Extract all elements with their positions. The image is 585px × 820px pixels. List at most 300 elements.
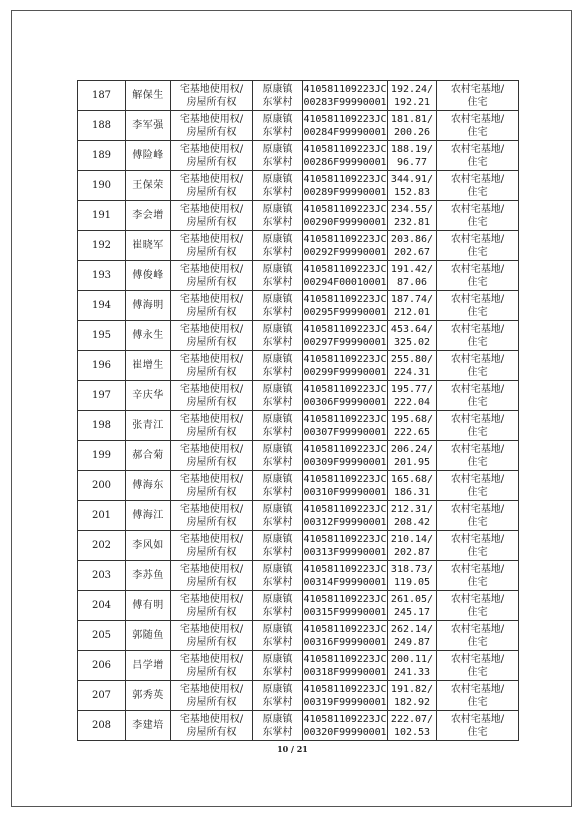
- area-cell: [388, 711, 437, 741]
- owner-name-cell: 郭秀英: [126, 681, 171, 711]
- owner-name-cell: 崔增生: [126, 351, 171, 381]
- area-cell-line: 222.07/: [390, 713, 434, 725]
- right-type-cell-line: 宅基地使用权/: [179, 443, 244, 455]
- table-row: [78, 621, 519, 651]
- area-cell-line: 186.31: [393, 486, 431, 498]
- area-cell-line: 200.26: [393, 126, 431, 138]
- table-row: [78, 651, 519, 681]
- land-use-cell-line: 农村宅基地/: [450, 353, 505, 365]
- land-use-cell-line: 住宅: [467, 336, 488, 348]
- unit-code-cell: [303, 171, 388, 201]
- right-type-cell-line: 房屋所有权: [186, 96, 237, 108]
- owner-name-cell: 辛庆华: [126, 381, 171, 411]
- unit-code-cell: [303, 381, 388, 411]
- land-use-cell-line: 农村宅基地/: [450, 623, 505, 635]
- location-cell: [253, 381, 303, 411]
- table-row: [78, 471, 519, 501]
- unit-code-cell: [303, 201, 388, 231]
- unit-code-cell-line: 00318F99990001: [303, 666, 387, 678]
- right-type-cell-line: 宅基地使用权/: [179, 473, 244, 485]
- location-cell-line: 原康镇: [262, 353, 293, 365]
- owner-name-cell: 傅海东: [126, 471, 171, 501]
- table-row: [78, 351, 519, 381]
- unit-code-cell: [303, 291, 388, 321]
- owner-name-cell: 李建培: [126, 711, 171, 741]
- land-use-cell: [437, 201, 519, 231]
- right-type-cell-line: 宅基地使用权/: [179, 173, 244, 185]
- land-use-cell: [437, 621, 519, 651]
- right-type-cell-line: 房屋所有权: [186, 306, 237, 318]
- right-type-cell-line: 宅基地使用权/: [179, 653, 244, 665]
- land-use-cell-line: 住宅: [467, 306, 488, 318]
- area-cell-line: 255.80/: [390, 353, 434, 365]
- right-type-cell: [171, 141, 253, 171]
- unit-code-cell-line: 410581109223JC: [303, 623, 387, 635]
- area-cell-line: 212.31/: [390, 503, 434, 515]
- right-type-cell-line: 房屋所有权: [186, 516, 237, 528]
- location-cell: [253, 291, 303, 321]
- right-type-cell-line: 房屋所有权: [186, 156, 237, 168]
- land-use-cell-line: 住宅: [467, 246, 488, 258]
- row-number-cell: 207: [78, 681, 126, 711]
- location-cell: [253, 141, 303, 171]
- location-cell-line: 原康镇: [262, 203, 293, 215]
- unit-code-cell: [303, 231, 388, 261]
- area-cell-line: 87.06: [396, 276, 428, 288]
- area-cell-line: 202.87: [393, 546, 431, 558]
- unit-code-cell-line: 00320F99990001: [303, 726, 387, 738]
- right-type-cell-line: 房屋所有权: [186, 426, 237, 438]
- land-use-cell-line: 住宅: [467, 516, 488, 528]
- row-number-cell: 202: [78, 531, 126, 561]
- table-row: [78, 531, 519, 561]
- area-cell: [388, 141, 437, 171]
- land-use-cell-line: 农村宅基地/: [450, 713, 505, 725]
- unit-code-cell: [303, 351, 388, 381]
- unit-code-cell-line: 00294F00010001: [303, 276, 387, 288]
- land-use-cell: [437, 381, 519, 411]
- area-cell-line: 202.67: [393, 246, 431, 258]
- land-use-cell-line: 农村宅基地/: [450, 593, 505, 605]
- area-cell: [388, 231, 437, 261]
- table-row: [78, 231, 519, 261]
- land-use-cell-line: 住宅: [467, 366, 488, 378]
- land-use-cell: [437, 561, 519, 591]
- right-type-cell: [171, 711, 253, 741]
- area-cell-line: 181.81/: [390, 113, 434, 125]
- area-cell-line: 119.05: [393, 576, 431, 588]
- land-use-cell: [437, 171, 519, 201]
- right-type-cell: [171, 111, 253, 141]
- land-use-cell-line: 农村宅基地/: [450, 563, 505, 575]
- location-cell-line: 原康镇: [262, 113, 293, 125]
- owner-name-cell: 郭随鱼: [126, 621, 171, 651]
- row-number-cell: 189: [78, 141, 126, 171]
- owner-name-cell: 傅海江: [126, 501, 171, 531]
- land-use-cell-line: 农村宅基地/: [450, 533, 505, 545]
- right-type-cell: [171, 501, 253, 531]
- area-cell-line: 102.53: [393, 726, 431, 738]
- location-cell-line: 东掌村: [262, 336, 293, 348]
- unit-code-cell-line: 00315F99990001: [303, 606, 387, 618]
- right-type-cell: [171, 561, 253, 591]
- unit-code-cell-line: 00313F99990001: [303, 546, 387, 558]
- right-type-cell-line: 房屋所有权: [186, 396, 237, 408]
- location-cell: [253, 261, 303, 291]
- right-type-cell: [171, 381, 253, 411]
- right-type-cell: [171, 291, 253, 321]
- unit-code-cell: [303, 411, 388, 441]
- land-use-cell-line: 住宅: [467, 666, 488, 678]
- location-cell: [253, 711, 303, 741]
- row-number-cell: 206: [78, 651, 126, 681]
- location-cell-line: 东掌村: [262, 366, 293, 378]
- unit-code-cell-line: 410581109223JC: [303, 533, 387, 545]
- land-use-cell-line: 住宅: [467, 186, 488, 198]
- location-cell-line: 东掌村: [262, 666, 293, 678]
- unit-code-cell-line: 410581109223JC: [303, 413, 387, 425]
- location-cell-line: 原康镇: [262, 653, 293, 665]
- right-type-cell-line: 房屋所有权: [186, 456, 237, 468]
- location-cell: [253, 681, 303, 711]
- location-cell-line: 原康镇: [262, 593, 293, 605]
- right-type-cell-line: 宅基地使用权/: [179, 503, 244, 515]
- unit-code-cell-line: 00295F99990001: [303, 306, 387, 318]
- area-cell-line: 192.21: [393, 96, 431, 108]
- land-use-cell: [437, 231, 519, 261]
- land-use-cell-line: 农村宅基地/: [450, 413, 505, 425]
- area-cell: [388, 561, 437, 591]
- table-row: [78, 501, 519, 531]
- area-cell-line: 262.14/: [390, 623, 434, 635]
- unit-code-cell-line: 410581109223JC: [303, 83, 387, 95]
- area-cell: [388, 651, 437, 681]
- land-use-cell-line: 住宅: [467, 546, 488, 558]
- area-cell-line: 261.05/: [390, 593, 434, 605]
- unit-code-cell-line: 410581109223JC: [303, 593, 387, 605]
- area-cell-line: 245.17: [393, 606, 431, 618]
- unit-code-cell-line: 410581109223JC: [303, 263, 387, 275]
- unit-code-cell: [303, 531, 388, 561]
- area-cell-line: 200.11/: [390, 653, 434, 665]
- land-use-cell: [437, 711, 519, 741]
- table-body: [78, 81, 519, 741]
- row-number-cell: 204: [78, 591, 126, 621]
- area-cell-line: 182.92: [393, 696, 431, 708]
- land-use-cell: [437, 531, 519, 561]
- area-cell-line: 249.87: [393, 636, 431, 648]
- unit-code-cell: [303, 501, 388, 531]
- area-cell-line: 344.91/: [390, 173, 434, 185]
- right-type-cell: [171, 171, 253, 201]
- right-type-cell-line: 房屋所有权: [186, 126, 237, 138]
- unit-code-cell-line: 410581109223JC: [303, 173, 387, 185]
- owner-name-cell: 李会增: [126, 201, 171, 231]
- right-type-cell: [171, 441, 253, 471]
- land-use-cell: [437, 141, 519, 171]
- unit-code-cell: [303, 261, 388, 291]
- registration-table: [77, 80, 519, 741]
- owner-name-cell: 李风如: [126, 531, 171, 561]
- right-type-cell: [171, 621, 253, 651]
- unit-code-cell: [303, 711, 388, 741]
- row-number-cell: 208: [78, 711, 126, 741]
- table-row: [78, 591, 519, 621]
- right-type-cell-line: 房屋所有权: [186, 696, 237, 708]
- land-use-cell-line: 住宅: [467, 696, 488, 708]
- unit-code-cell: [303, 81, 388, 111]
- area-cell-line: 222.04: [393, 396, 431, 408]
- owner-name-cell: 张青江: [126, 411, 171, 441]
- right-type-cell-line: 宅基地使用权/: [179, 623, 244, 635]
- area-cell: [388, 681, 437, 711]
- unit-code-cell-line: 410581109223JC: [303, 353, 387, 365]
- unit-code-cell-line: 00309F99990001: [303, 456, 387, 468]
- right-type-cell-line: 房屋所有权: [186, 726, 237, 738]
- right-type-cell-line: 房屋所有权: [186, 366, 237, 378]
- row-number-cell: 205: [78, 621, 126, 651]
- area-cell-line: 195.68/: [390, 413, 434, 425]
- unit-code-cell: [303, 651, 388, 681]
- location-cell: [253, 411, 303, 441]
- unit-code-cell-line: 410581109223JC: [303, 443, 387, 455]
- land-use-cell-line: 住宅: [467, 276, 488, 288]
- area-cell: [388, 111, 437, 141]
- location-cell-line: 原康镇: [262, 473, 293, 485]
- table-row: [78, 171, 519, 201]
- land-use-cell-line: 农村宅基地/: [450, 203, 505, 215]
- owner-name-cell: 郝合菊: [126, 441, 171, 471]
- row-number-cell: 192: [78, 231, 126, 261]
- area-cell-line: 222.65: [393, 426, 431, 438]
- table-row: [78, 441, 519, 471]
- location-cell-line: 东掌村: [262, 576, 293, 588]
- land-use-cell: [437, 411, 519, 441]
- location-cell-line: 原康镇: [262, 323, 293, 335]
- unit-code-cell-line: 00316F99990001: [303, 636, 387, 648]
- owner-name-cell: 傅永生: [126, 321, 171, 351]
- right-type-cell-line: 房屋所有权: [186, 666, 237, 678]
- right-type-cell-line: 房屋所有权: [186, 186, 237, 198]
- land-use-cell-line: 农村宅基地/: [450, 143, 505, 155]
- area-cell-line: 453.64/: [390, 323, 434, 335]
- unit-code-cell: [303, 591, 388, 621]
- right-type-cell: [171, 591, 253, 621]
- table-row: [78, 111, 519, 141]
- row-number-cell: 193: [78, 261, 126, 291]
- unit-code-cell-line: 410581109223JC: [303, 113, 387, 125]
- row-number-cell: 200: [78, 471, 126, 501]
- table-row: [78, 201, 519, 231]
- owner-name-cell: 吕学增: [126, 651, 171, 681]
- location-cell-line: 原康镇: [262, 383, 293, 395]
- right-type-cell: [171, 81, 253, 111]
- land-use-cell: [437, 291, 519, 321]
- right-type-cell-line: 宅基地使用权/: [179, 293, 244, 305]
- location-cell-line: 东掌村: [262, 246, 293, 258]
- location-cell-line: 东掌村: [262, 396, 293, 408]
- right-type-cell-line: 房屋所有权: [186, 336, 237, 348]
- location-cell-line: 原康镇: [262, 83, 293, 95]
- right-type-cell-line: 宅基地使用权/: [179, 203, 244, 215]
- land-use-cell: [437, 321, 519, 351]
- land-use-cell-line: 农村宅基地/: [450, 443, 505, 455]
- location-cell-line: 原康镇: [262, 623, 293, 635]
- row-number-cell: 195: [78, 321, 126, 351]
- unit-code-cell-line: 00310F99990001: [303, 486, 387, 498]
- table-row: [78, 261, 519, 291]
- location-cell-line: 东掌村: [262, 96, 293, 108]
- table-row: [78, 681, 519, 711]
- unit-code-cell-line: 410581109223JC: [303, 203, 387, 215]
- land-use-cell-line: 住宅: [467, 576, 488, 588]
- area-cell: [388, 351, 437, 381]
- area-cell: [388, 171, 437, 201]
- right-type-cell-line: 宅基地使用权/: [179, 533, 244, 545]
- area-cell-line: 208.42: [393, 516, 431, 528]
- land-use-cell-line: 农村宅基地/: [450, 83, 505, 95]
- unit-code-cell-line: 00286F99990001: [303, 156, 387, 168]
- table-row: [78, 321, 519, 351]
- table-row: [78, 411, 519, 441]
- location-cell: [253, 471, 303, 501]
- land-use-cell-line: 农村宅基地/: [450, 653, 505, 665]
- land-use-cell: [437, 501, 519, 531]
- area-cell-line: 232.81: [393, 216, 431, 228]
- land-use-cell: [437, 111, 519, 141]
- location-cell-line: 原康镇: [262, 683, 293, 695]
- unit-code-cell: [303, 471, 388, 501]
- unit-code-cell-line: 410581109223JC: [303, 683, 387, 695]
- unit-code-cell-line: 00312F99990001: [303, 516, 387, 528]
- page-number: 10 / 21: [277, 744, 308, 754]
- right-type-cell-line: 宅基地使用权/: [179, 113, 244, 125]
- owner-name-cell: 李苏鱼: [126, 561, 171, 591]
- area-cell-line: 325.02: [393, 336, 431, 348]
- right-type-cell-line: 房屋所有权: [186, 576, 237, 588]
- location-cell: [253, 171, 303, 201]
- area-cell-line: 96.77: [396, 156, 428, 168]
- unit-code-cell: [303, 111, 388, 141]
- location-cell-line: 东掌村: [262, 696, 293, 708]
- unit-code-cell-line: 410581109223JC: [303, 383, 387, 395]
- unit-code-cell-line: 00314F99990001: [303, 576, 387, 588]
- right-type-cell-line: 房屋所有权: [186, 276, 237, 288]
- owner-name-cell: 傅有明: [126, 591, 171, 621]
- right-type-cell: [171, 201, 253, 231]
- row-number-cell: 199: [78, 441, 126, 471]
- area-cell: [388, 321, 437, 351]
- right-type-cell-line: 宅基地使用权/: [179, 713, 244, 725]
- land-use-cell: [437, 261, 519, 291]
- unit-code-cell: [303, 561, 388, 591]
- right-type-cell: [171, 231, 253, 261]
- row-number-cell: 198: [78, 411, 126, 441]
- right-type-cell: [171, 321, 253, 351]
- area-cell: [388, 621, 437, 651]
- unit-code-cell-line: 410581109223JC: [303, 233, 387, 245]
- location-cell-line: 东掌村: [262, 426, 293, 438]
- land-use-cell-line: 住宅: [467, 396, 488, 408]
- right-type-cell-line: 房屋所有权: [186, 546, 237, 558]
- location-cell: [253, 321, 303, 351]
- unit-code-cell-line: 410581109223JC: [303, 653, 387, 665]
- land-use-cell-line: 住宅: [467, 156, 488, 168]
- unit-code-cell: [303, 321, 388, 351]
- right-type-cell-line: 房屋所有权: [186, 636, 237, 648]
- land-use-cell-line: 农村宅基地/: [450, 173, 505, 185]
- right-type-cell-line: 宅基地使用权/: [179, 683, 244, 695]
- unit-code-cell: [303, 681, 388, 711]
- area-cell-line: 165.68/: [390, 473, 434, 485]
- location-cell: [253, 531, 303, 561]
- unit-code-cell-line: 410581109223JC: [303, 563, 387, 575]
- right-type-cell: [171, 411, 253, 441]
- land-use-cell-line: 农村宅基地/: [450, 263, 505, 275]
- table-row: [78, 291, 519, 321]
- row-number-cell: 188: [78, 111, 126, 141]
- location-cell-line: 原康镇: [262, 173, 293, 185]
- location-cell: [253, 81, 303, 111]
- location-cell: [253, 201, 303, 231]
- owner-name-cell: 王保荣: [126, 171, 171, 201]
- location-cell-line: 原康镇: [262, 233, 293, 245]
- unit-code-cell-line: 00284F99990001: [303, 126, 387, 138]
- area-cell: [388, 411, 437, 441]
- location-cell: [253, 231, 303, 261]
- row-number-cell: 187: [78, 81, 126, 111]
- unit-code-cell-line: 00307F99990001: [303, 426, 387, 438]
- table-row: [78, 81, 519, 111]
- unit-code-cell: [303, 621, 388, 651]
- right-type-cell: [171, 261, 253, 291]
- unit-code-cell-line: 410581109223JC: [303, 293, 387, 305]
- unit-code-cell-line: 00299F99990001: [303, 366, 387, 378]
- unit-code-cell-line: 410581109223JC: [303, 713, 387, 725]
- row-number-cell: 191: [78, 201, 126, 231]
- right-type-cell-line: 房屋所有权: [186, 606, 237, 618]
- unit-code-cell-line: 00319F99990001: [303, 696, 387, 708]
- right-type-cell-line: 宅基地使用权/: [179, 143, 244, 155]
- land-use-cell-line: 农村宅基地/: [450, 473, 505, 485]
- unit-code-cell-line: 410581109223JC: [303, 503, 387, 515]
- area-cell: [388, 201, 437, 231]
- area-cell-line: 212.01: [393, 306, 431, 318]
- land-use-cell-line: 住宅: [467, 426, 488, 438]
- unit-code-cell-line: 00283F99990001: [303, 96, 387, 108]
- right-type-cell-line: 宅基地使用权/: [179, 263, 244, 275]
- location-cell-line: 东掌村: [262, 726, 293, 738]
- unit-code-cell-line: 00289F99990001: [303, 186, 387, 198]
- land-use-cell-line: 农村宅基地/: [450, 323, 505, 335]
- location-cell-line: 东掌村: [262, 186, 293, 198]
- row-number-cell: 203: [78, 561, 126, 591]
- right-type-cell: [171, 651, 253, 681]
- unit-code-cell-line: 410581109223JC: [303, 323, 387, 335]
- right-type-cell-line: 宅基地使用权/: [179, 233, 244, 245]
- right-type-cell-line: 宅基地使用权/: [179, 413, 244, 425]
- land-use-cell-line: 住宅: [467, 456, 488, 468]
- location-cell-line: 原康镇: [262, 263, 293, 275]
- right-type-cell-line: 宅基地使用权/: [179, 383, 244, 395]
- location-cell: [253, 111, 303, 141]
- right-type-cell-line: 宅基地使用权/: [179, 563, 244, 575]
- land-use-cell: [437, 81, 519, 111]
- area-cell: [388, 591, 437, 621]
- land-use-cell-line: 住宅: [467, 636, 488, 648]
- location-cell-line: 东掌村: [262, 486, 293, 498]
- row-number-cell: 201: [78, 501, 126, 531]
